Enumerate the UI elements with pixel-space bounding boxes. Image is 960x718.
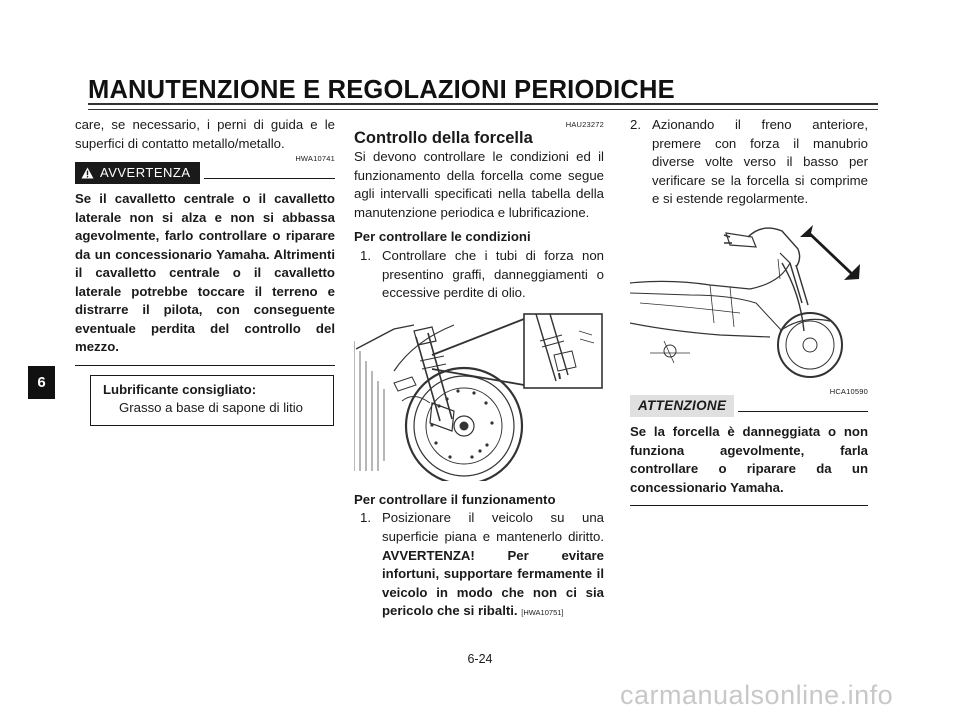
cond-step-text: Controllare che i tubi di forza non presentino graffi, danneggiamenti o eccessive perdite di olio.	[382, 247, 604, 301]
page-number: 6-24	[467, 652, 493, 666]
warning-rule	[204, 167, 335, 179]
func-step-body	[382, 509, 604, 623]
func-step-code: [HWA10751]	[521, 608, 564, 618]
lubricant-title: Lubrificante consigliato:	[103, 381, 257, 397]
fork-inspection-illustration	[354, 311, 604, 481]
warning-code: HWA10741	[295, 154, 335, 164]
notice-code: HCA10590	[829, 386, 868, 396]
lubricant-value: Grasso a base di sapone di litio	[119, 400, 304, 416]
chapter-tab: 6	[28, 366, 55, 399]
lubricant-box	[90, 375, 334, 426]
warning-text: Se il cavalletto centrale o il cavalletto laterale non si alza e non si abbassa agevolmente, farlo controllare o riparare da un concessionario Yamaha. Altrimenti il cavalletto centrale o il cavalletto laterale potrebbe toccare il terreno e distrarre il pilota, con conseguente eventuale perdita del controllo del mezzo.	[75, 191, 335, 355]
func-step-warning: AVVERTENZA! Per evitare infortuni, supportare fermamente il veicolo in modo che non ci sia pericolo che si ribalti.	[382, 547, 604, 619]
warning-triangle-icon	[81, 167, 94, 179]
notice-label: ATTENZIONE	[630, 395, 734, 417]
watermark: carmanualsonline.info	[620, 680, 894, 710]
notice-end-rule	[630, 505, 868, 506]
page-header-title: MANUTENZIONE E REGOLAZIONI PERIODICHE	[88, 76, 675, 104]
func-step-text: Posizionare il veicolo su una superficie piana e mantenerlo diritto.	[382, 510, 604, 544]
warning-badge	[75, 162, 200, 184]
notice-rule	[738, 400, 868, 412]
column-middle	[354, 116, 604, 623]
section-intro: Si devono controllare le condizioni ed il funzionamento della forcella come segue agli intervalli specificati nella tabella della manutenzione periodica e lubrificazione.	[354, 149, 604, 220]
cond-step	[354, 247, 604, 303]
func-step	[354, 509, 604, 623]
header-rule	[88, 103, 878, 110]
cond-title: Per controllare le condizioni	[354, 229, 531, 245]
cond-step-number: 1.	[360, 247, 371, 263]
column-left	[75, 116, 335, 426]
section-code: HAU23272	[565, 120, 604, 129]
step2-text: Azionando il freno anteriore, premere con forza il manubrio diverse volte verso il basso per verificare se la forcella si comprime e si estende regolarmente.	[652, 117, 868, 207]
warning-label: AVVERTENZA	[100, 164, 191, 180]
intro-text: care, se necessario, i perni di guida e le superfici di contatto metallo/metallo.	[75, 117, 335, 151]
notice-heading	[630, 395, 868, 417]
warning-heading	[75, 162, 335, 184]
fork-step-2	[630, 116, 868, 209]
column-right	[630, 116, 868, 506]
section-title: Controllo della forcella	[354, 129, 533, 147]
warning-end-rule	[75, 365, 335, 366]
func-title: Per controllare il funzionamento	[354, 491, 556, 507]
func-step-number: 1.	[360, 510, 371, 526]
scooter-illustration	[630, 223, 868, 383]
step2-number: 2.	[630, 117, 641, 132]
notice-text: Se la forcella è danneggiata o non funziona agevolmente, farla controllare o riparare da un concessionario Yamaha.	[630, 423, 868, 495]
